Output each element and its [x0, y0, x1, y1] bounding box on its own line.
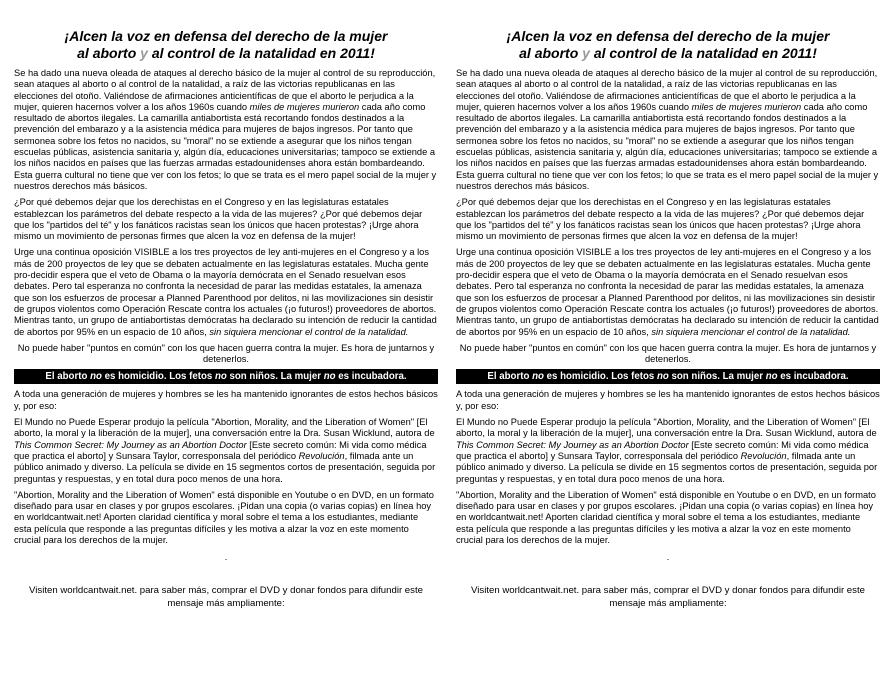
text-run-italic: no [323, 371, 336, 383]
stray-period: . [224, 552, 228, 563]
text-run: Urge una continua oposición VISIBLE a los tres proyectos de ley anti-mujeres en el Congreso y a los más de 200 proyectos de ley que se debaten actualmente en las legislaturas estatales. Mucha gente pro-decidir espera que el veto de Obama o la mayoría demócrata en el Senado resuelvan esos debates. Pero tal esperanza no confronta la necesidad de parar las medidas estatales, la amenaza que son los esfuerzos de procesar a Planned Parenthood por delitos, ni las movilizaciones sin desistir de grupos violentos como Operación Rescate contra los actuales (¡o futuros!) proveedores de abortos. Mientras tanto, un grupo de antiabortistas demócratas ha declarado su intención de reducir la cantidad de abortos por 95% en un espacio de 10 años, [456, 247, 879, 337]
text-run: es homicidio. Los fetos [101, 371, 215, 383]
text-run: Se ha dado una nueva oleada de ataques al derecho básico de la mujer al control de su reproducción, sean ataques al aborto o al control de la natalidad, a raíz de las victorias republicanas en las elecciones del otoño. Valiéndose de afirmaciones anticientíficas de que el aborto le perjudica a la mujer, quieren hacernos volver a los años 1960s cuando [14, 68, 436, 112]
text-run: al aborto [77, 44, 141, 61]
paragraph-film-availability: "Abortion, Morality and the Liberation of Women" está disponible en Youtube o en DVD, en un formato diseñado para usar en clases y por grupos escolares. ¡Pidan una copia (o varias copias) en línea hoy en worldcantwait.net! Aporten claridad científica y moral sobre el tema a los estudiantes, mediante esta película que responde a las preguntas difíciles y les motiva a alzar la voz en este momento crucial para los derechos de la mujer. [456, 489, 876, 545]
text-run-italic: sin siquiera mencionar el control de la natalidad. [651, 326, 851, 337]
title-line-1: ¡Alcen la voz en defensa del derecho de la mujer [506, 28, 830, 44]
flyer-title [456, 28, 880, 61]
text-run-italic: miles de mujeres murieron [249, 101, 360, 112]
text-run: es incubadora. [777, 371, 849, 383]
text-run: son niños. La mujer [668, 371, 766, 383]
footer-note: Visiten worldcantwait.net. para saber más, comprar el DVD y donar fondos para difundir este mensaje más ampliamente: [29, 585, 423, 609]
text-run-italic: no [214, 371, 227, 383]
text-run: , filmada ante un público animado y diverso. La película se divide en 15 segmentos cortos de presentación, seguida por preguntas y respuestas, y en total dura poco menos de una hora. [14, 450, 436, 484]
flyer-title [14, 28, 438, 61]
paragraph-why-let-rightwingers: ¿Por qué debemos dejar que los derechistas en el Congreso y en las legislaturas estatales establezcan los parámetros del debate respecto a la vida de las mujeres? ¿Por qué debemos dejar que los "partidos del té" y los fanáticos racistas sean los únicos que hacen protestas? ¡Urge ahora mismo un movimiento de personas firmes que alcen la voz en defensa de la mujer! [14, 197, 423, 242]
text-run: El aborto [45, 371, 91, 383]
text-run: cada año como resultado de abortos ilegales. La camarilla antiabortista está recortando fondos destinados a la prevención del embarazo y a la asistencia médica para mujeres de bajos ingresos. Por tanto que sermonea sobre los fetos no nacidos, su "moral" no se extiende a asegurar que los niños tengan escuelas públicas, asistencia sanitaria y, algún día, educaciones universitarias; tampoco se extiende a los niños nacidos en países que las fuerzas armadas estadounidenses ahora están bombardeando. Esta guerra cultural no tiene que ver con los fetos; lo que se trata es el mero papel social de la mujer y nuestros derechos más básicos. [456, 101, 879, 191]
text-run-italic: miles de mujeres murieron [691, 101, 802, 112]
text-run: al control de la natalidad en 2011! [589, 44, 817, 61]
paragraph-new-wave-of-attacks [14, 68, 438, 192]
paragraph-film-description [14, 417, 438, 485]
title-accent-y: y [140, 44, 148, 61]
text-run-italic: no [90, 371, 102, 383]
paragraph-generation-ignorant: A toda una generación de mujeres y hombres se les ha mantenido ignorantes de estos hechos básicos y, por eso: [14, 389, 438, 411]
flyer-column-left [14, 28, 438, 688]
paragraph-no-common-ground: No puede haber "puntos en común" con los que hacen guerra contra la mujer. Es hora de juntarnos y detenerlos. [459, 342, 877, 365]
text-run-italic: This Common Secret: My Journey as an Abortion Doctor [456, 439, 689, 450]
text-run: El Mundo no Puede Esperar produjo la película "Abortion, Morality, and the Liberation of Women" [El aborto, la moral y la liberación de la mujer], una conversación entre la Dra. Susan Wicklund, autora de [14, 417, 435, 439]
title-line-2 [456, 45, 880, 62]
paragraph-no-common-ground: No puede haber "puntos en común" con los que hacen guerra contra la mujer. Es hora de juntarnos y detenerlos. [17, 342, 435, 365]
text-run-italic: Revolución [298, 450, 345, 461]
paragraph-film-description [456, 417, 880, 485]
text-run-italic: no [765, 371, 778, 383]
text-run: Urge una continua oposición VISIBLE a los tres proyectos de ley anti-mujeres en el Congreso y a los más de 200 proyectos de ley que se debaten actualmente en las legislaturas estatales. Mucha gente pro-decidir espera que el veto de Obama o la mayoría demócrata en el Senado resuelvan esos debates. Pero tal esperanza no confronta la necesidad de parar las medidas estatales, la amenaza que son los esfuerzos de procesar a Planned Parenthood por delitos, ni las movilizaciones sin desistir de grupos violentos como Operación Rescate contra los actuales (¡o futuros!) proveedores de abortos. Mientras tanto, un grupo de antiabortistas demócratas ha declarado su intención de reducir la cantidad de abortos por 95% en un espacio de 10 años, [14, 247, 437, 337]
text-run: es homicidio. Los fetos [543, 371, 657, 383]
text-run: son niños. La mujer [226, 371, 324, 383]
text-run: El aborto [487, 371, 533, 383]
flyer-column-right [456, 28, 880, 688]
text-run: [Este secreto común: Mi vida como médica que practica el aborto] y Sunsara Taylor, corresponsala del periódico [456, 439, 869, 461]
paragraph-visible-opposition [14, 247, 438, 337]
banner-slogan [456, 369, 880, 384]
paragraph-film-availability: "Abortion, Morality and the Liberation of Women" está disponible en Youtube o en DVD, en un formato diseñado para usar en clases y por grupos escolares. ¡Pidan una copia (o varias copias) en línea hoy en worldcantwait.net! Aporten claridad científica y moral sobre el tema a los estudiantes, mediante esta película que responde a las preguntas difíciles y les motiva a alzar la voz en este momento crucial para los derechos de la mujer. [14, 489, 434, 545]
paragraph-generation-ignorant: A toda una generación de mujeres y hombres se les ha mantenido ignorantes de estos hechos básicos y, por eso: [456, 389, 880, 411]
text-run-italic: sin siquiera mencionar el control de la natalidad. [209, 326, 409, 337]
text-run: cada año como resultado de abortos ilegales. La camarilla antiabortista está recortando fondos destinados a la prevención del embarazo y a la asistencia médica para mujeres de bajos ingresos. Por tanto que sermonea sobre los fetos no nacidos, su "moral" no se extiende a asegurar que los niños tengan escuelas públicas, asistencia sanitaria y, algún día, educaciones universitarias; tampoco se extiende a los niños nacidos en países que las fuerzas armadas estadounidenses ahora están bombardeando. Esta guerra cultural no tiene que ver con los fetos; lo que se trata es el mero papel social de la mujer y nuestros derechos más básicos. [14, 101, 437, 191]
text-run-italic: no [532, 371, 544, 383]
title-line-1: ¡Alcen la voz en defensa del derecho de la mujer [64, 28, 388, 44]
paragraph-visible-opposition [456, 247, 880, 337]
paragraph-new-wave-of-attacks [456, 68, 880, 192]
text-run: El Mundo no Puede Esperar produjo la película "Abortion, Morality, and the Liberation of Women" [El aborto, la moral y la liberación de la mujer], una conversación entre la Dra. Susan Wicklund, autora de [456, 417, 877, 439]
text-run: Se ha dado una nueva oleada de ataques al derecho básico de la mujer al control de su reproducción, sean ataques al aborto o al control de la natalidad, a raíz de las victorias republicanas en las elecciones del otoño. Valiéndose de afirmaciones anticientíficas de que el aborto le perjudica a la mujer, quieren hacernos volver a los años 1960s cuando [456, 68, 878, 112]
text-run-italic: Revolución [740, 450, 787, 461]
text-run: al control de la natalidad en 2011! [147, 44, 375, 61]
paragraph-why-let-rightwingers: ¿Por qué debemos dejar que los derechistas en el Congreso y en las legislaturas estatales establezcan los parámetros del debate respecto a la vida de las mujeres? ¿Por qué debemos dejar que los "partidos del té" y los fanáticos racistas sean los únicos que hacen protestas? ¡Urge ahora mismo un movimiento de personas firmes que alcen la voz en defensa de la mujer! [456, 197, 865, 242]
title-accent-y: y [582, 44, 590, 61]
stray-period: . [666, 552, 670, 563]
footer-note: Visiten worldcantwait.net. para saber más, comprar el DVD y donar fondos para difundir este mensaje más ampliamente: [471, 585, 865, 609]
text-run: es incubadora. [335, 371, 407, 383]
text-run: [Este secreto común: Mi vida como médica que practica el aborto] y Sunsara Taylor, corresponsala del periódico [14, 439, 427, 461]
banner-slogan [14, 369, 438, 384]
text-run: al aborto [519, 44, 583, 61]
title-line-2 [14, 45, 438, 62]
text-run: , filmada ante un público animado y diverso. La película se divide en 15 segmentos cortos de presentación, seguida por preguntas y respuestas, y en total dura poco menos de una hora. [456, 450, 878, 484]
text-run-italic: This Common Secret: My Journey as an Abortion Doctor [14, 439, 247, 450]
text-run-italic: no [656, 371, 669, 383]
